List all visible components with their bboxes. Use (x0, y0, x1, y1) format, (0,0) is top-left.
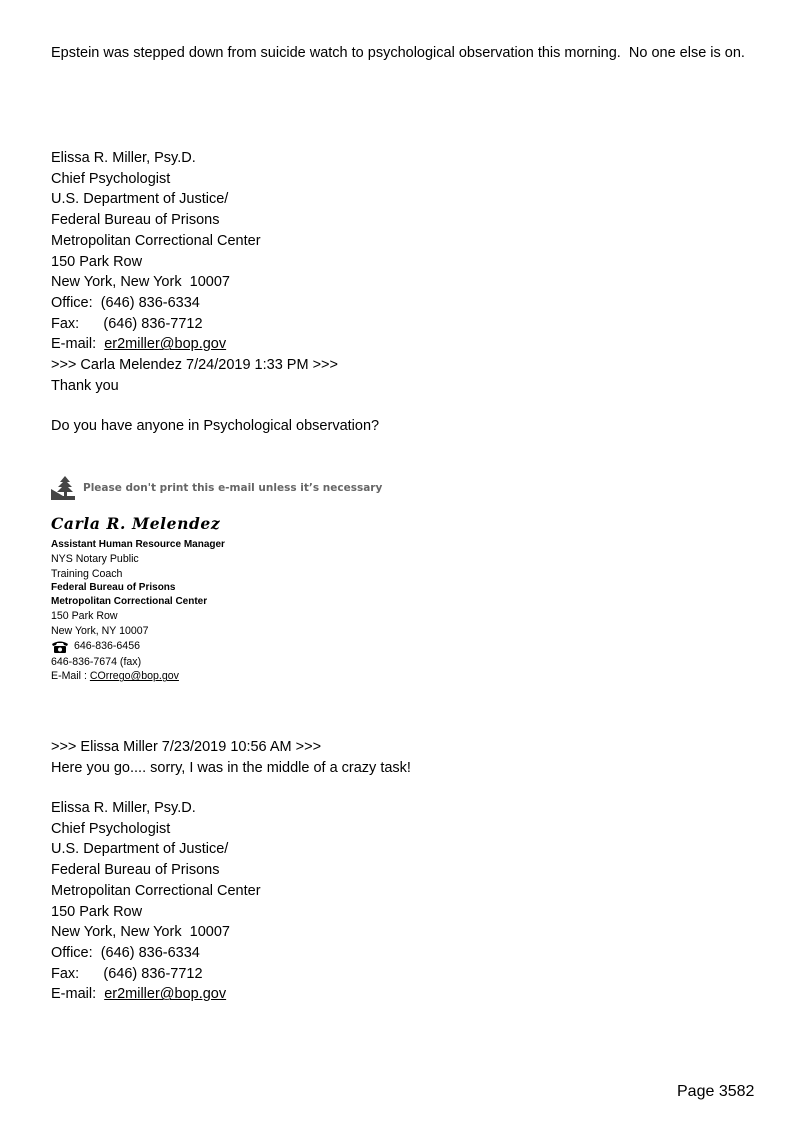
sig-org: Federal Bureau of Prisons (51, 212, 220, 229)
carla-script-name: Carla R. Melendez (51, 514, 221, 533)
sig-office-line (51, 943, 261, 964)
reply-header: >>> Carla Melendez 7/24/2019 1:33 PM >>> (51, 357, 338, 374)
original-message (51, 737, 411, 778)
orig-body: Here you go.... sorry, I was in the middle of a crazy task! (51, 759, 411, 776)
carla-phone: 646-836-6456 (74, 640, 140, 653)
email-link[interactable]: er2miller@bop.gov (104, 336, 227, 353)
office-label: Office: (51, 294, 93, 311)
signature-elissa-1 (51, 148, 338, 396)
sig-office-line (51, 293, 338, 314)
message-intro (51, 43, 745, 64)
sig-name: Elissa R. Miller, Psy.D. (51, 150, 196, 166)
fax-label: Fax: (51, 965, 80, 982)
carla-line: NYS Notary Public (51, 553, 139, 566)
carla-city: New York, NY 10007 (51, 624, 149, 637)
sig-fax-line (51, 314, 338, 335)
sig-city: New York, New York 10007 (51, 924, 230, 941)
sig-street: 150 Park Row (51, 903, 143, 920)
sig-city: New York, New York 10007 (51, 274, 230, 291)
sig-org: U.S. Department of Justice/ (51, 841, 229, 858)
carla-email-link[interactable]: COrrego@bop.gov (89, 670, 179, 683)
intro-text: Epstein was stepped down from suicide watch to psychological observation this morning. No one else is on. (51, 45, 745, 61)
fax-number: (646) 836-7712 (103, 965, 203, 982)
reply-text: Do you have anyone in Psychological observation? (51, 418, 380, 434)
carla-fax: 646-836-7674 (fax) (51, 656, 142, 669)
fax-number: (646) 836-7712 (103, 315, 203, 332)
carla-email-label: E-Mail : (51, 670, 90, 683)
email-label: E-mail: (51, 336, 97, 353)
tree-icon (50, 476, 76, 500)
sig-title: Chief Psychologist (51, 820, 171, 837)
telephone-icon (51, 640, 69, 654)
office-phone: (646) 836-6334 (100, 294, 200, 311)
sig-org: Federal Bureau of Prisons (51, 862, 220, 879)
sig-email-line (51, 984, 261, 1005)
email-link[interactable]: er2miller@bop.gov (104, 986, 227, 1003)
email-label: E-mail: (51, 986, 97, 1003)
sig-fax-line (51, 964, 261, 985)
carla-street: 150 Park Row (51, 610, 118, 623)
orig-header: >>> Elissa Miller 7/23/2019 10:56 AM >>> (51, 739, 322, 755)
carla-org: Metropolitan Correctional Center (51, 596, 208, 608)
sig-org: U.S. Department of Justice/ (51, 191, 229, 208)
sig-org: Metropolitan Correctional Center (51, 232, 261, 249)
print-note (50, 476, 382, 500)
sig-street: 150 Park Row (51, 253, 143, 270)
sig-org: Metropolitan Correctional Center (51, 882, 261, 899)
carla-org: Federal Bureau of Prisons (51, 581, 176, 593)
carla-line: Training Coach (51, 567, 123, 580)
carla-phone-line (51, 638, 225, 655)
reply-question (51, 416, 379, 437)
sig-email-line (51, 334, 338, 355)
print-note-text: Please don't print this e-mail unless it’s necessary (83, 482, 383, 494)
carla-title: Assistant Human Resource Manager (51, 539, 225, 550)
sig-name: Elissa R. Miller, Psy.D. (51, 800, 196, 816)
reply-text: Thank you (51, 377, 119, 394)
office-phone: (646) 836-6334 (100, 944, 200, 961)
signature-carla (51, 538, 225, 684)
page-number: Page 3582 (677, 1083, 755, 1100)
signature-elissa-2 (51, 798, 261, 1005)
fax-label: Fax: (51, 315, 80, 332)
office-label: Office: (51, 944, 93, 961)
carla-email-line (51, 669, 225, 683)
sig-title: Chief Psychologist (51, 170, 171, 187)
